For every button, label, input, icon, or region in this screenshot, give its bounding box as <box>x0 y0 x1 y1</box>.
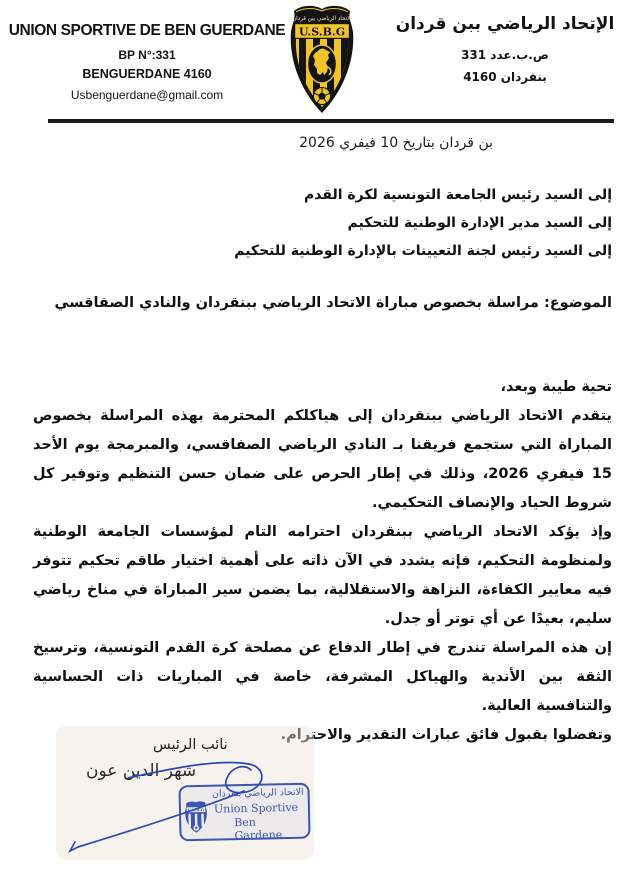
addressee-block <box>234 181 612 265</box>
club-email: Usbenguerdane@gmail.com <box>70 88 224 102</box>
date-line: بن قردان بتاريخ 10 فيفري 2026 <box>299 135 493 151</box>
letterhead-right <box>390 14 620 84</box>
club-po-box-french: BP N°:331 <box>118 48 176 62</box>
addressee-line-3: إلى السيد رئيس لجنة التعيينات بالإدارة الوطنية للتحكيم <box>234 243 612 259</box>
stamp-latin-line-2: Ben Gardene <box>234 815 283 843</box>
stamp-crest-icon <box>184 801 209 834</box>
letter-body <box>33 373 612 750</box>
stamp-arabic-name: الاتحاد الرياضي بنقردان <box>211 786 304 800</box>
closing-line: وتفضلوا بقبول فائق عبارات التقدير والاحترام. <box>280 727 612 743</box>
soccer-ball-icon <box>314 88 331 105</box>
letterhead-left <box>6 22 288 102</box>
club-city-french: BENGUERDANE 4160 <box>82 67 212 81</box>
body-paragraph-2: وإذ يؤكد الاتحاد الرياضي ببنقردان احترامه التام لمؤسسات الجامعة الوطنية ولمنظومة التحكيم، فإنه يشدد في الآن ذاته على أهمية اختيار طاقم تحكيم تتوفر فيه معايير الكفاءة، النزاهة والاستقلالية، بما يضمن سير المباراة في مناخ رياضي سليم، بعيدًا عن أي توتر أو جدل. <box>33 524 612 627</box>
header-divider <box>48 119 614 123</box>
stamp-latin-line-1: Union Sportive <box>213 800 299 816</box>
body-paragraph-1: يتقدم الاتحاد الرياضي ببنقردان إلى هياكلكم المحترمة بهذه المراسلة بخصوص المباراة التي ستجمع فريقنا بـ النادي الرياضي الصفاقسي، والمبرمجة يوم الأحد 15 فيفري 2026، وذلك في إطار الحرص على ضمان حسن التنظيم وتوفير كل شروط الحياد والإنصاف التحكيمي. <box>33 408 612 511</box>
subject-line: الموضوع: مراسلة بخصوص مباراة الاتحاد الرياضي ببنقردان والنادي الصفاقسي <box>54 295 612 311</box>
official-stamp <box>178 783 310 842</box>
club-po-box-arabic: ص.ب.عدد 331 <box>461 48 549 62</box>
club-city-arabic: بنقردان 4160 <box>463 70 547 84</box>
body-paragraph-3: إن هذه المراسلة تندرج في إطار الدفاع عن مصلحة كرة القدم التونسية، وترسيخ الثقة بين الأندية والهياكل المشرفة، خاصة في المباريات ذات الحساسية والتنافسية العالية. <box>33 640 612 714</box>
signer-title: نائب الرئيس <box>153 737 228 753</box>
stamp-crest-acronym: U.S.B.G <box>187 807 205 813</box>
club-name-arabic: الإتحاد الرياضي ببن قردان <box>395 14 615 34</box>
addressee-line-1: إلى السيد رئيس الجامعة التونسية لكرة القدم <box>304 187 612 203</box>
club-crest-logo <box>287 4 357 117</box>
addressee-line-2: إلى السيد مدير الإدارة الوطنية للتحكيم <box>347 215 612 231</box>
crest-arabic-name: الاتحاد الرياضي بين قردان <box>292 16 352 22</box>
signer-name: شهر الدين عون <box>86 761 197 781</box>
crest-acronym: U.S.B.G <box>298 25 346 39</box>
club-name-french: UNION SPORTIVE DE BEN GUERDANE <box>8 22 286 39</box>
greeting-line: تحية طيبة وبعد، <box>500 379 612 395</box>
